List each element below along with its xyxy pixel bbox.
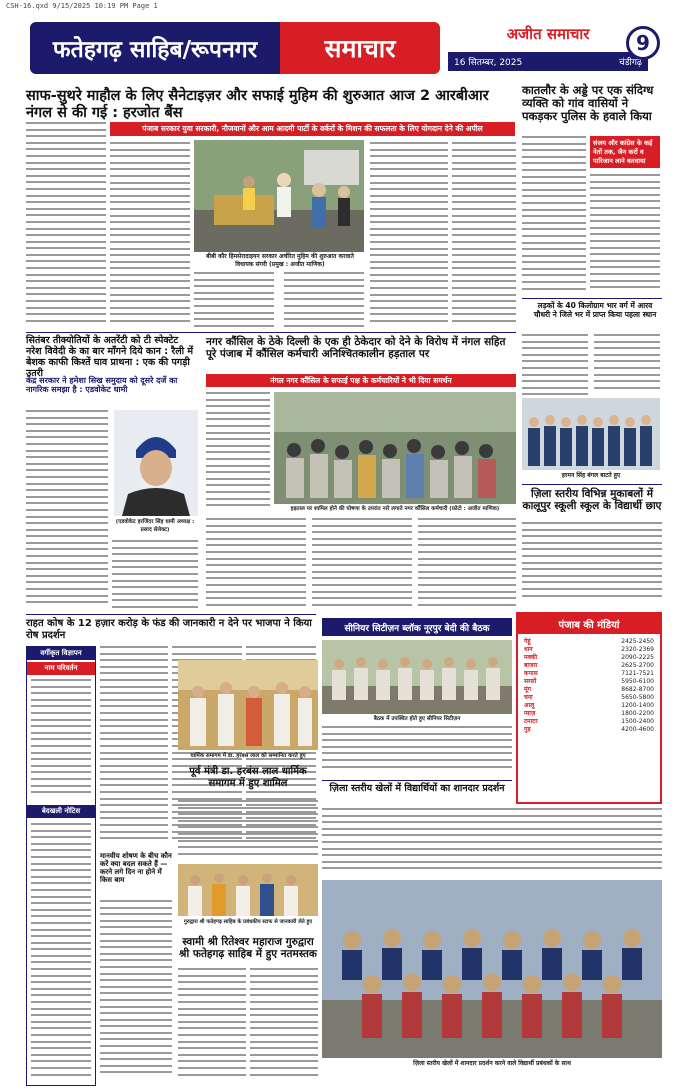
section-title: फतेहगढ़ साहिब/रूपनगर	[30, 22, 280, 74]
story2-text-col2	[112, 540, 198, 612]
mandi-row	[524, 638, 654, 646]
right-lead-text-col2	[590, 174, 660, 296]
mandi-row	[524, 678, 654, 686]
dateline	[448, 52, 648, 71]
story6-headline: राहत कोष के 12 हज़ार करोड़ के फंड की जानकारी न देने पर भाजपा ने किया रोष प्रदर्शन	[26, 618, 312, 641]
story4-headline: लड़कों के 40 किलोग्राम भार वर्ग में आरव चौधरी ने जिले भर में प्राप्त किया पहला स्थान	[533, 301, 657, 319]
mandi-price: 2425-2450	[621, 638, 654, 645]
lead-text-col3b	[284, 272, 364, 330]
mandi-row	[524, 702, 654, 710]
mandi-item: गेहूं	[524, 638, 531, 645]
story3-text-col2	[206, 518, 306, 610]
mandi-price: 2090-2225	[621, 654, 654, 661]
divider	[322, 780, 512, 781]
mandi-price: 1800-2200	[621, 710, 654, 717]
story3-text-col4	[418, 518, 516, 610]
divider	[522, 298, 662, 299]
strike-photo	[274, 392, 516, 504]
lead-text-col5	[452, 142, 516, 330]
file-meta: CSH-16.qxd 9/15/2025 10:19 PM Page 1	[6, 2, 158, 10]
story3-photo	[274, 392, 516, 504]
divider	[26, 332, 516, 333]
mandi-item: आलू	[524, 702, 535, 709]
classified-note: बेदखली नोटिस	[27, 805, 95, 818]
classified-text-1	[31, 679, 91, 799]
lead-redbar: पंजाब सरकार युवा सरकारी, नौजवानों और आम आदमी पार्टी के वर्करों के मिशन की सफलता के लिए योगदान देने की अपील	[110, 122, 515, 136]
mandi-item: बाजरा	[524, 662, 538, 669]
story4-caption: हरमन सिंह बंगल बाटते हुए	[561, 472, 621, 479]
lead-photo	[194, 140, 364, 252]
mandi-price: 2320-2369	[621, 646, 654, 653]
story8-photo	[322, 640, 512, 714]
lead-text-col1	[26, 122, 106, 330]
mandi-price: 1500-2400	[621, 718, 654, 725]
story3-text-col3	[312, 518, 412, 610]
lead-headline: साफ-सुथरे माहौल के लिए सैनेटाइज़र और सफाई मुहिम की शुरुआत आज 2 आरबीआर नंगल से की गई : हरजोत बैंस	[26, 88, 489, 121]
mandi-row	[524, 646, 654, 654]
mandi-row	[524, 718, 654, 726]
story11-headline: मानवीय शोषण के बीच कौन करें क्या बदल सकते हैं — करने लगे दिन ना होने में किस बाम	[100, 852, 172, 885]
meeting-photo	[322, 640, 512, 714]
mandi-row	[524, 662, 654, 670]
story10-photo	[322, 880, 662, 1058]
story10-caption: ज़िला स्तरीय खेलों में शानदार प्रदर्शन करने वाले विद्यार्थी प्रबंधकों के साथ	[413, 1060, 571, 1067]
story8-text	[322, 726, 512, 776]
mandi-box	[516, 612, 662, 804]
mandi-item: मक्की	[524, 654, 538, 661]
lead-text-col4	[370, 142, 448, 330]
mandi-item: टमाटर	[524, 718, 538, 725]
masthead-brand-block	[448, 22, 648, 74]
city: चंडीगढ़	[619, 58, 642, 68]
story11-text	[100, 900, 172, 1084]
cleanup-drive-photo	[194, 140, 364, 252]
mandi-item: मूंग	[524, 686, 531, 693]
story2-headline: सितंबर तीक्योतियों के अतरेंटी को टी स्पेक्टेट नरेश विवेदी के का बार माँगने दिये कान : रैली में बेशक काफी किश्तें घाव प्राथना : एक की पगड़ी उतरी	[26, 335, 194, 379]
mandi-price: 4200-4600	[621, 726, 654, 733]
story2-subhead: केंद्र सरकार ने हमेशा सिख समुदाय को दूसरे दर्जे का नागरिक समझा है : एडवोकेट धामी	[26, 376, 178, 395]
mandi-price: 5950-6100	[621, 678, 654, 685]
story3-headline: नगर कौंसिल के ठेके दिल्ली के एक ही ठेकेदार को देने के विरोध में नंगल सहित पूरे पंजाब में कौंसिल कर्मचारी अनिश्चितकालीन हड़ताल पर	[206, 336, 506, 361]
lead-text-col2	[110, 142, 190, 330]
divider	[522, 484, 662, 485]
divider	[26, 614, 316, 615]
mandi-row	[524, 654, 654, 662]
religious-event-photo	[178, 660, 318, 750]
mandi-price: 8682-8700	[621, 686, 654, 693]
mandi-row	[524, 710, 654, 718]
story10-headline: ज़िला स्तरीय खेलों में विद्यार्थियों का शानदार प्रदर्शन	[329, 783, 505, 794]
story9-text-col1	[178, 968, 246, 1084]
brand-name: अजीत समाचार	[506, 25, 590, 43]
story5-headline: ज़िला स्तरीय विभिन्न मुकाबलों में कालूपुर स्कूली स्कूल के विद्यार्थी छाए	[522, 488, 662, 513]
story7-text	[178, 800, 318, 860]
masthead	[30, 22, 660, 74]
page-number: 9	[626, 26, 660, 60]
mandi-item: प्याज़	[524, 710, 536, 717]
story9-caption: गुरुद्वारा श्री फतेहगढ़ साहिब के प्रबंधकीय स्टाफ से जानकारी लेते हुए	[183, 919, 313, 925]
story10-text	[322, 808, 662, 878]
mandi-row	[524, 694, 654, 702]
mandi-row	[524, 726, 654, 734]
mandi-price: 1200-1400	[621, 702, 654, 709]
story3-caption: हड़ताल पर शामिल होने की घोषणा के उपरांत नारे लगाते नगर कौंसिल कर्मचारी (फ़ोटो : अजीत माणिक)	[290, 506, 500, 512]
mandi-item: धान	[524, 646, 533, 653]
portrait-photo	[114, 410, 198, 516]
mandi-row	[524, 686, 654, 694]
story4-photo	[522, 398, 660, 470]
date: 16 सितम्बर, 2025	[454, 58, 523, 68]
classified-box	[26, 646, 96, 1086]
mandi-item: गुड़	[524, 726, 531, 733]
story8-caption: बैठक में उपस्थित होते हुए सीनियर सिटीज़न	[373, 716, 461, 722]
mandi-item: कपास	[524, 670, 538, 677]
classified-subtitle: नाम परिवर्तन	[27, 662, 95, 675]
gurudwara-photo	[178, 864, 318, 916]
story2-caption: (एडवोकेट हरजिंदर सिंह धामी अध्यक्ष : प्रसाद सेलेक्ट)	[115, 519, 195, 533]
story7-headline: पूर्व मंत्री डा. हरबंस लाल धार्मिक समागम में हुए शामिल	[189, 766, 307, 789]
story4-text-col2	[594, 334, 660, 394]
mandi-item: सरसों	[524, 678, 537, 685]
section-label: समाचार	[280, 22, 440, 74]
story3-text-col1	[206, 392, 270, 512]
story9-photo	[178, 864, 318, 916]
mandi-item: चना	[524, 694, 533, 701]
mandi-price: 7121-7521	[621, 670, 654, 677]
story7-caption: धार्मिक समागम में डा. हरबंस लाल को सम्मानित करते हुए	[190, 753, 306, 759]
students-photo	[522, 398, 660, 470]
mandi-rates	[518, 634, 660, 738]
right-lead-redbar: संजय और कांग्रेस के कई नेतों तक, जैन करों व पारिजान लाने करवाया	[590, 136, 660, 168]
lead-caption: बीबी कौर हिमसेरादाइयन सरकार अर्चरित मुहिम की शुरुआत करवाते विधायक संगरी (प्रमुख : अजीत माणिक)	[206, 253, 354, 268]
sports-team-photo	[322, 880, 662, 1058]
mandi-title: पंजाब की मंडियां	[518, 614, 660, 634]
classified-text-2	[31, 823, 91, 1083]
story9-headline: स्वामी श्री रितेश्वर महाराज गुरुद्वारा श्री फतेहगढ़ साहिब में हुए नतमस्तक	[179, 936, 317, 961]
story3-redbar: नंगल नगर कौंसिल के सफाई पक्ष के कर्मचारियों ने भी दिया समर्थन	[206, 374, 516, 387]
lead-text-col3a	[194, 272, 274, 330]
story2-text-col1	[26, 410, 108, 610]
right-lead-text-col1	[522, 136, 586, 296]
right-lead-headline: कातलौर के अड्डे पर एक संदिग्ध व्यक्ति को गांव वासियों ने पकड़कर पुलिस के हवाले किया	[522, 83, 654, 124]
mandi-price: 2625-2700	[621, 662, 654, 669]
story9-text-col2	[250, 968, 318, 1084]
mandi-price: 5650-5800	[621, 694, 654, 701]
story6-text-col1	[100, 646, 168, 846]
story7-photo	[178, 660, 318, 750]
story2-portrait	[114, 410, 198, 516]
classified-title: वर्गीकृत विज्ञापन	[27, 647, 95, 660]
mandi-row	[524, 670, 654, 678]
story8-headline: सीनियर सिटीज़न ब्लॉक नूरपुर बेदी की बैठक	[322, 618, 512, 636]
story5-text	[522, 522, 662, 604]
